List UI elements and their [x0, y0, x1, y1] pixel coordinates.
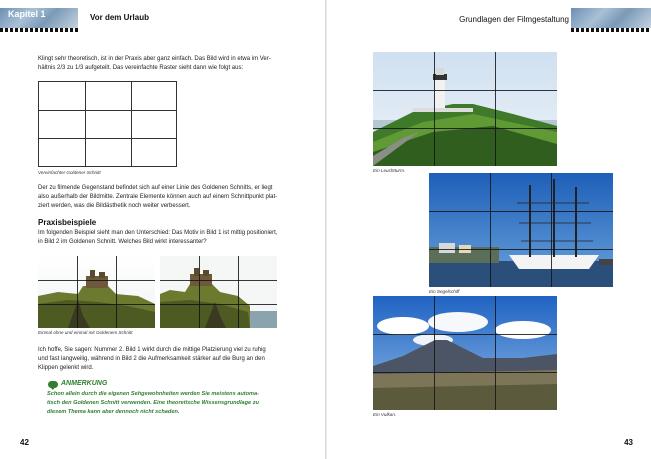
castle-photo-centered [38, 256, 155, 328]
text-line: in Bild 2 im Goldenen Schnitt. Welches Bild wirkt interessanter? [38, 239, 207, 245]
answer-paragraph [38, 346, 313, 373]
text-line: Klingt sehr theoretisch, ist in der Praxis aber ganz einfach. Das Bild wird in etwa im Ver- [38, 56, 271, 62]
intro-paragraph [38, 55, 308, 73]
note-text [47, 390, 317, 417]
lighthouse-caption: Ein Leuchtturm. [373, 168, 406, 173]
text-line: ziert werden, was die Bildästhetik noch weiter verbessert. [38, 203, 191, 209]
castle-photo-golden [160, 256, 277, 328]
header-banner-right [571, 8, 651, 28]
text-line: Im folgenden Beispiel sieht man den Unterschied: Das Motiv in Bild 1 ist mittig positioniert, [38, 230, 278, 236]
example-paragraph [38, 229, 313, 247]
text-line: Klippen gelenkt wird. [38, 365, 94, 371]
text-line: Der zu filmende Gegenstand befindet sich auf einer Linie des Goldenen Schnitts, er liegt [38, 185, 273, 191]
text-line: und fast langweilig, während in Bild 2 die Aufmerksamkeit stärker auf die Burg an den [38, 356, 265, 362]
note-line: diesem Thema kann aber dennoch nicht schaden. [47, 409, 180, 415]
page-number-left: 42 [20, 438, 29, 447]
body-paragraph [38, 184, 313, 211]
right-page [327, 0, 651, 459]
text-line: hältnis 2/3 zu 1/3 aufgeteilt. Das vereinfachte Raster sieht dann wie folgt aus: [38, 65, 244, 71]
chapter-label: Kapitel 1 [8, 9, 46, 19]
section-heading: Praxisbeispiele [38, 218, 97, 227]
running-title-right: Grundlagen der Filmgestaltung [459, 15, 569, 24]
note-line: Schon allein durch die eigenen Sehgewohnheiten werden Sie meistens automa- [47, 391, 259, 397]
lighthouse-photo [373, 52, 557, 166]
left-page [0, 0, 325, 459]
film-strip-left [0, 28, 78, 32]
volcano-caption: Ein Vulkan. [373, 412, 397, 417]
running-title-left: Vor dem Urlaub [90, 13, 149, 22]
note-line: tisch den Goldenen Schnitt verwenden. Eine theoretische Wissensgrundlage zu [47, 400, 259, 406]
film-strip-right [571, 28, 651, 32]
photos-caption: Einmal ohne und einmal mit Goldenem Schnitt [38, 330, 133, 335]
page-number-right: 43 [624, 438, 633, 447]
text-line: also außerhalb der Bildmitte. Zentrale Elemente können auch auf einem Schnittpunkt plat- [38, 194, 278, 200]
golden-ratio-grid [38, 81, 177, 167]
sailboat-caption: Ein Segelschiff [429, 289, 460, 294]
note-title: ANMERKUNG [61, 380, 108, 387]
volcano-photo [373, 296, 557, 410]
grid-caption: Vereinfachter Goldener Schnitt [38, 170, 101, 175]
text-line: Ich hoffe, Sie sagen: Nummer 2. Bild 1 wirkt durch die mittige Platzierung viel zu ruhig [38, 347, 266, 353]
sailboat-photo [429, 173, 613, 287]
